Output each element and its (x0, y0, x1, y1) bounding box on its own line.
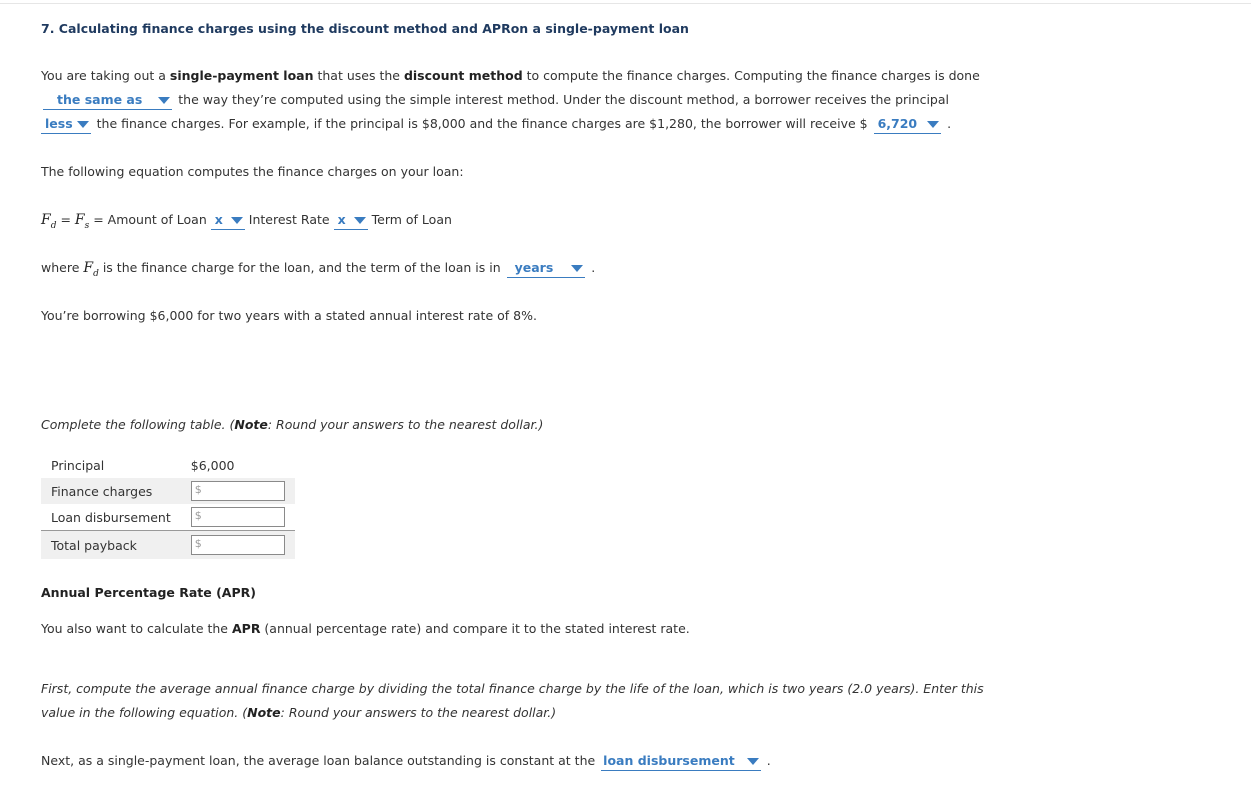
note-label: Note (234, 417, 268, 432)
equation-line: $F_d = F_s$ = Amount of Loan x Interest Rate x Term of Loan (41, 212, 452, 231)
apr-next-line: Next, as a single-payment loan, the average loan balance outstanding is constant at the loan disbursement . (41, 753, 771, 771)
dropdown-value: loan disbursement (603, 753, 735, 768)
currency-prefix: $ (194, 537, 202, 550)
dropdown-value: x (214, 212, 223, 227)
intro-line-2 (41, 92, 949, 110)
operator-dropdown-2[interactable] (334, 212, 368, 230)
table-row-principal (41, 452, 295, 478)
total-payback-input[interactable] (191, 535, 285, 555)
intro-line-3 (41, 116, 951, 134)
finance-charges-input[interactable] (191, 481, 285, 501)
loan-disbursement-input[interactable] (191, 507, 285, 527)
fs-variable: $F_s$ (74, 212, 90, 231)
operator-dropdown-1[interactable] (211, 212, 245, 230)
same-as-dropdown[interactable] (43, 92, 172, 110)
principal-label: Principal (51, 457, 105, 473)
fd-variable: $F_d$ (41, 212, 57, 231)
apr-intro: You also want to calculate the APR (annual percentage rate) and compare it to the stated interest rate. (41, 621, 690, 636)
apr-first-line-1: First, compute the average annual finance charge by dividing the total finance charge by the life of the loan, which is two years (2.0 years). Enter this (41, 681, 984, 696)
loan-disbursement-label: Loan disbursement (51, 509, 171, 525)
chevron-down-icon (231, 217, 243, 224)
less-dropdown[interactable] (41, 116, 91, 134)
table-row-loan-disbursement (41, 504, 295, 531)
intro-text: You are taking out a (41, 68, 170, 83)
chevron-down-icon (354, 217, 366, 224)
currency-prefix: $ (194, 483, 202, 496)
term-unit-dropdown[interactable] (507, 260, 586, 278)
chevron-down-icon (927, 121, 939, 128)
loan-table (41, 452, 295, 559)
intro-line-1 (41, 68, 980, 84)
equation-lead: The following equation computes the finance charges on your loan: (41, 164, 464, 179)
chevron-down-icon (77, 121, 89, 128)
dropdown-value: the same as (57, 92, 143, 107)
intro-text: to compute the finance charges. Computing the finance charges is done (522, 68, 980, 83)
average-balance-dropdown[interactable] (601, 753, 761, 771)
dropdown-value: x (337, 212, 346, 227)
table-row-total-payback (41, 531, 295, 560)
currency-prefix: $ (194, 509, 202, 522)
amount-of-loan-label: = Amount of Loan (89, 212, 211, 227)
intro-text: . (943, 116, 952, 131)
where-line: where $F_d$ is the finance charge for the loan, and the term of the loan is in years . (41, 260, 596, 279)
total-payback-label: Total payback (41, 531, 181, 560)
chevron-down-icon (571, 265, 583, 272)
principal-value: $6,000 (190, 457, 235, 473)
apr-bold: APR (231, 621, 261, 636)
term-of-loan-label: Term of Loan (367, 212, 452, 227)
dropdown-value: less (45, 116, 73, 131)
fd-variable: $F_d$ (83, 260, 99, 279)
intro-text: the finance charges. For example, if the principal is $8,000 and the finance charges are $1,280, the borrower will receive $ (92, 116, 872, 131)
chevron-down-icon (158, 97, 170, 104)
chevron-down-icon (747, 758, 759, 765)
intro-text: the way they’re computed using the simple interest method. Under the discount method, a borrower receives the principal (174, 92, 949, 107)
table-instructions: Complete the following table. (Note: Round your answers to the nearest dollar.) (41, 417, 544, 432)
top-divider (0, 3, 1251, 4)
table-row-finance-charges (41, 478, 295, 504)
intro-text: that uses the (313, 68, 404, 83)
finance-charges-label: Finance charges (41, 478, 181, 504)
note-label: Note (247, 705, 281, 720)
intro-bold-discount-method: discount method (403, 68, 523, 83)
interest-rate-label: Interest Rate (244, 212, 334, 227)
dropdown-value: years (514, 260, 554, 275)
question-title: 7. Calculating finance charges using the discount method and APRon a single-payment loan (41, 21, 689, 36)
intro-bold-single-payment: single-payment loan (169, 68, 314, 83)
apr-heading: Annual Percentage Rate (APR) (41, 585, 256, 600)
dropdown-value: 6,720 (877, 116, 918, 131)
amount-dropdown[interactable] (874, 116, 942, 134)
borrow-statement: You’re borrowing $6,000 for two years with a stated annual interest rate of 8%. (41, 308, 537, 323)
apr-first-line-2: value in the following equation. (Note: Round your answers to the nearest dollar.) (41, 705, 557, 720)
